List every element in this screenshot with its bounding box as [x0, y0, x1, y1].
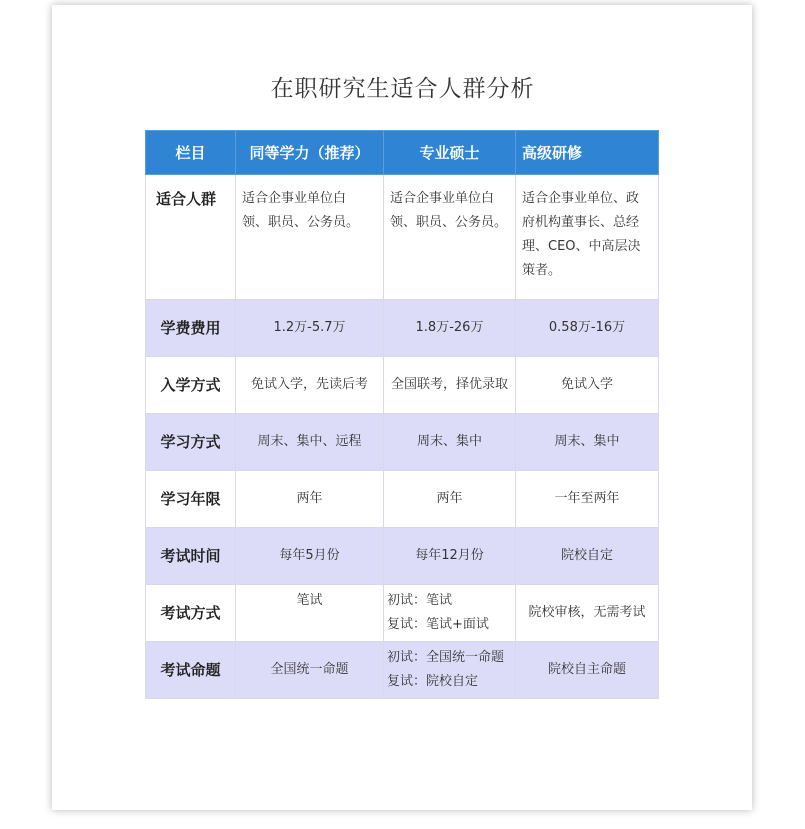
- header-category: 栏目: [146, 131, 236, 175]
- table-cell: 每年12月份: [384, 528, 516, 585]
- table-cell: 笔试: [236, 585, 384, 642]
- row-label: 考试时间: [146, 528, 236, 585]
- table-cell: 院校审核，无需考试: [516, 585, 659, 642]
- table-cell: 1.8万-26万: [384, 300, 516, 357]
- table-row: [146, 414, 659, 471]
- table-cell: 院校自主命题: [516, 642, 659, 699]
- table-cell: 全国联考，择优录取: [384, 357, 516, 414]
- row-label: 学习方式: [146, 414, 236, 471]
- cell-line: 领、职员、公务员。: [242, 215, 360, 230]
- page-title: 在职研究生适合人群分析: [270, 76, 535, 102]
- table-cell: 每年5月份: [236, 528, 384, 585]
- table-row: [146, 357, 659, 414]
- row-label: 考试命题: [146, 642, 236, 699]
- table-header-row: [146, 131, 659, 175]
- row-label: 学习年限: [146, 471, 236, 528]
- table-cell: [384, 175, 516, 300]
- cell-line: 初试：全国统一命题: [387, 650, 505, 665]
- cell-line: 理、CEO、中高层决: [522, 239, 641, 254]
- table-row: [146, 528, 659, 585]
- cell-line: 策者。: [522, 263, 562, 278]
- header-professional-master: 专业硕士: [384, 131, 516, 175]
- table-cell: 0.58万-16万: [516, 300, 659, 357]
- row-label: 学费费用: [146, 300, 236, 357]
- table-cell: 院校自定: [516, 528, 659, 585]
- table-cell: 全国统一命题: [236, 642, 384, 699]
- cell-line: 府机构董事长、总经: [522, 215, 640, 230]
- table-row: [146, 585, 659, 642]
- row-label: 适合人群: [146, 175, 236, 300]
- table-cell: [384, 585, 516, 642]
- cell-line: 复试：笔试+面试: [387, 617, 489, 632]
- table-row: [146, 300, 659, 357]
- cell-line: 复试：院校自定: [387, 674, 479, 689]
- row-label: 考试方式: [146, 585, 236, 642]
- header-equivalent-degree: 同等学力（推荐）: [236, 131, 384, 175]
- table-row: [146, 642, 659, 699]
- table-cell: 两年: [384, 471, 516, 528]
- table-cell: 1.2万-5.7万: [236, 300, 384, 357]
- table-row: [146, 471, 659, 528]
- cell-line: 领、职员、公务员。: [390, 215, 508, 230]
- table-cell: 一年至两年: [516, 471, 659, 528]
- header-advanced-training: 高级研修: [516, 131, 659, 175]
- cell-line: 适合企事业单位白: [390, 191, 495, 206]
- cell-line: 适合企事业单位、政: [522, 191, 640, 206]
- cell-line: 适合企事业单位白: [242, 191, 347, 206]
- table-cell: 周末、集中: [516, 414, 659, 471]
- table-cell: 周末、集中: [384, 414, 516, 471]
- table-cell: [516, 175, 659, 300]
- row-label: 入学方式: [146, 357, 236, 414]
- table-cell: [236, 175, 384, 300]
- cell-line: 初试：笔试: [387, 593, 453, 608]
- table-cell: 免试入学，先读后考: [236, 357, 384, 414]
- table-cell: 两年: [236, 471, 384, 528]
- table-cell: 免试入学: [516, 357, 659, 414]
- table-cell: 周末、集中、远程: [236, 414, 384, 471]
- table-cell: [384, 642, 516, 699]
- table-row: [146, 175, 659, 300]
- comparison-table: [145, 130, 659, 699]
